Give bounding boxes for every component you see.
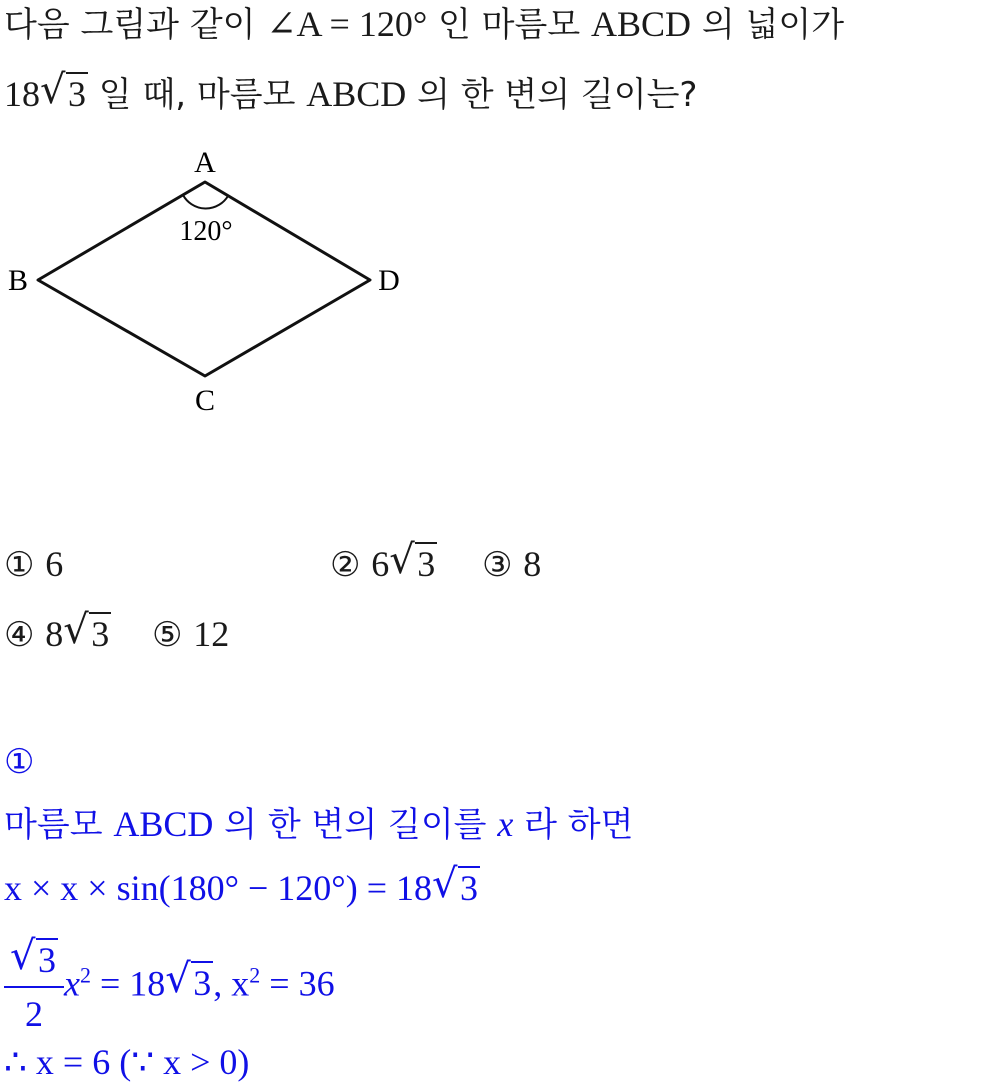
choice-4[interactable] xyxy=(4,607,111,657)
choice-5[interactable] xyxy=(152,612,229,657)
choice-3[interactable] xyxy=(482,542,541,587)
choice-marker: ③ xyxy=(482,545,513,585)
sqrt-expression: √ 3 xyxy=(40,67,86,114)
sqrt-expression: √ 3 xyxy=(389,537,436,584)
rhombus-name: ABCD xyxy=(306,74,407,114)
choice-1[interactable] xyxy=(4,542,63,587)
choice-value: 12 xyxy=(193,614,230,654)
variable-x: x xyxy=(497,804,514,844)
angle-label: 120° xyxy=(179,216,233,247)
choice-value: 6 xyxy=(45,544,64,584)
choice-value: 6 xyxy=(371,544,390,584)
choice-marker: ② xyxy=(330,545,361,585)
rhombus-figure xyxy=(0,140,420,430)
vertex-label-d: D xyxy=(378,264,400,297)
question-text: 의 넓이가 xyxy=(691,5,845,45)
question-line-2 xyxy=(4,67,698,117)
answer-mark: ① xyxy=(4,742,35,782)
question-text: 인 마름모 xyxy=(427,5,592,45)
vertex-label-b: B xyxy=(7,264,29,297)
choice-marker: ④ xyxy=(4,615,35,655)
solution-step-4: ∴ x = 6 (∵ x > 0) xyxy=(4,1042,250,1082)
solution-step-1: 마름모 ABCD 의 한 변의 길이를 x 라 하면 xyxy=(4,804,634,845)
rhombus-name: ABCD xyxy=(113,804,214,844)
question-text: 의 한 변의 길이는? xyxy=(406,75,698,115)
question-text: 다음 그림과 같이 xyxy=(4,5,267,45)
solution-step-2: x × x × sin(180° − 120°) = 18 √ 3 xyxy=(4,861,478,908)
choice-marker: ⑤ xyxy=(152,615,183,655)
rhombus-outline xyxy=(38,182,370,376)
choice-marker: ① xyxy=(4,545,35,585)
choice-2[interactable] xyxy=(330,537,437,587)
sqrt-expression: √ 3 xyxy=(63,607,110,654)
fraction: √ 3 2 xyxy=(4,934,64,1040)
vertex-label-a: A xyxy=(194,146,216,179)
solution-step-3: √ 3 2 $x^2 = 18$ √ 3, $x^2 = 36$ xyxy=(4,934,335,1040)
vertex-label-c: C xyxy=(194,384,216,417)
angle-expression: ∠A = 120° xyxy=(266,4,428,44)
sqrt-expression: √ 3 xyxy=(165,956,212,1004)
angle-arc xyxy=(183,195,228,208)
question-text: 일 때, 마름모 xyxy=(88,75,307,115)
sqrt-expression: √ 3 xyxy=(432,861,478,908)
area-coefficient: 18 xyxy=(4,74,40,114)
question-line-1 xyxy=(4,2,844,47)
choice-value: 8 xyxy=(523,544,542,584)
choice-value: 8 xyxy=(45,614,64,654)
rhombus-name: ABCD xyxy=(591,4,692,44)
